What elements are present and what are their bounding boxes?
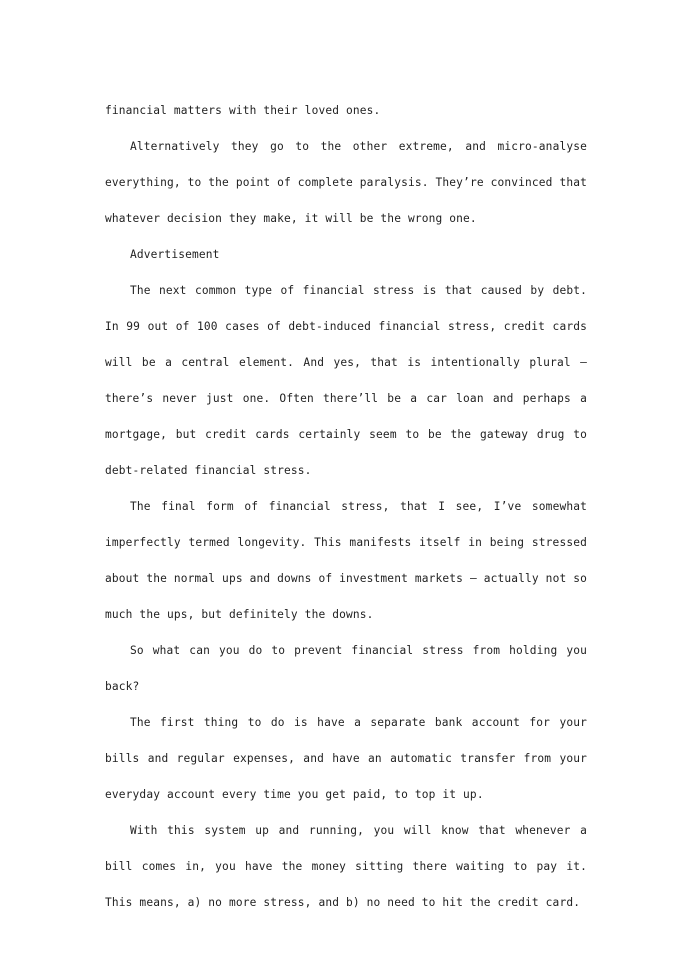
paragraph: The first thing to do is have a separate bank account for your bills and regular expenses, and have an automatic transfer from your everyday account every time you get paid, to top it up. bbox=[105, 716, 587, 801]
paragraph: With this system up and running, you will know that whenever a bill comes in, you have the money sitting there waiting to pay it. This means, a) no more stress, and b) no need to hit the credit card. bbox=[105, 824, 587, 909]
advertisement-label: Advertisement bbox=[130, 248, 220, 261]
document-body bbox=[105, 93, 587, 921]
paragraph: Alternatively they go to the other extreme, and micro-analyse everything, to the point of complete paralysis. They’re convinced that whatever decision they make, it will be the wrong one. bbox=[105, 140, 587, 225]
paragraph: The final form of financial stress, that I see, I’ve somewhat imperfectly termed longevity. This manifests itself in being stressed about the normal ups and downs of investment markets – actually not so much the ups, but definitely the downs. bbox=[105, 500, 587, 621]
paragraph: So what can you do to prevent financial stress from holding you back? bbox=[105, 644, 587, 693]
paragraph: The next common type of financial stress is that caused by debt. In 99 out of 100 cases of debt-induced financial stress, credit cards will be a central element. And yes, that is intentionally plural – there’s never just one. Often there’ll be a car loan and perhaps a mortgage, but credit cards certainly seem to be the gateway drug to debt-related financial stress. bbox=[105, 284, 587, 477]
paragraph: financial matters with their loved ones. bbox=[105, 104, 381, 117]
